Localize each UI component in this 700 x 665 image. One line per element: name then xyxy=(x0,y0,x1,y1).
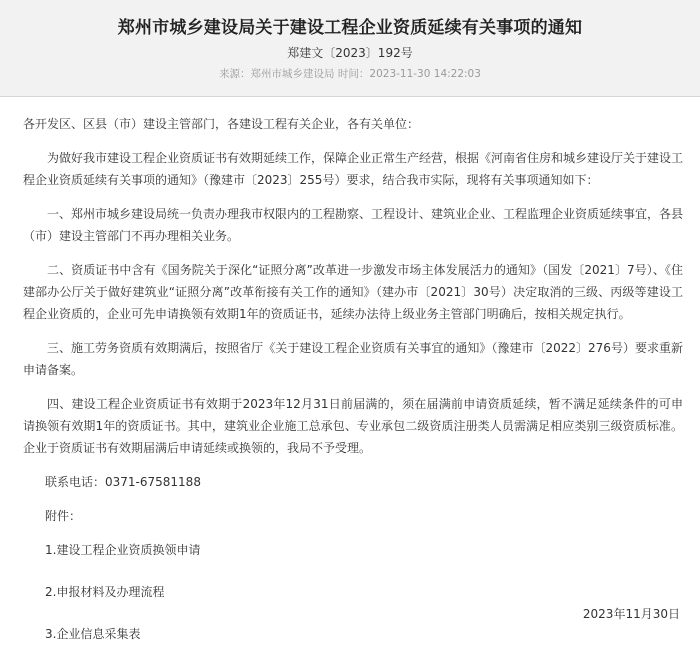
attachments-heading: 附件： xyxy=(45,509,82,523)
contact-phone: 联系电话：0371-67581188 xyxy=(45,475,201,489)
header-divider xyxy=(0,96,700,97)
attachment-item[interactable]: 3.企业信息采集表 xyxy=(45,627,141,641)
item-four-paragraph: 四、建设工程企业资质证书有效期于2023年12月31日前届满的，须在届满前申请资质延续，暂不满足延续条件的可申请换领有效期1年的资质证书。其中，建筑业企业施工总承包、专业承包二级资质注册类人员需满足相应类别三级资质标准。企业于资质证书有效期届满后申请延续或换领的，我局不予受理。 xyxy=(23,397,683,455)
attachment-item[interactable]: 1.建设工程企业资质换领申请 xyxy=(45,543,201,557)
item-one-paragraph: 一、郑州市城乡建设局统一负责办理我市权限内的工程勘察、工程设计、建筑业企业、工程监理企业资质延续事宜，各县（市）建设主管部门不再办理相关业务。 xyxy=(23,207,684,243)
intro-paragraph: 为做好我市建设工程企业资质证书有效期延续工作，保障企业正常生产经营，根据《河南省住房和城乡建设厅关于建设工程企业资质延续有关事项的通知》（豫建市〔2023〕255号）要求，结合我市实际，现将有关事项通知如下： xyxy=(23,151,684,187)
notice-header xyxy=(0,0,700,96)
page-title: 郑州市城乡建设局关于建设工程企业资质延续有关事项的通知 xyxy=(117,18,583,38)
item-two-paragraph: 二、资质证书中含有《国务院关于深化“证照分离”改革进一步激发市场主体发展活力的通知》（国发〔2021〕7号）、《住建部办公厅关于做好建筑业“证照分离”改革衔接有关工作的通知》（建办市〔2021〕30号）决定取消的三级、丙级等建设工程企业资质的，企业可先申请换领有效期1年的资质证书，延续办法待上级业务主管部门明确后，按相关规定执行。 xyxy=(23,263,683,321)
item-three-paragraph: 三、施工劳务资质有效期满后，按照省厅《关于建设工程企业资质有关事宜的通知》（豫建市〔2022〕276号）要求重新申请备案。 xyxy=(23,341,683,377)
attachment-item[interactable]: 2.申报材料及办理流程 xyxy=(45,585,165,599)
salutation: 各开发区、区县（市）建设主管部门，各建设工程有关企业，各有关单位： xyxy=(23,117,420,131)
issue-date: 2023年11月30日 xyxy=(582,607,680,621)
notice-body xyxy=(23,113,683,665)
document-number: 郑建文〔2023〕192号 xyxy=(287,46,413,60)
source-and-time: 来源：郑州市城乡建设局 时间：2023-11-30 14:22:03 xyxy=(219,68,481,80)
